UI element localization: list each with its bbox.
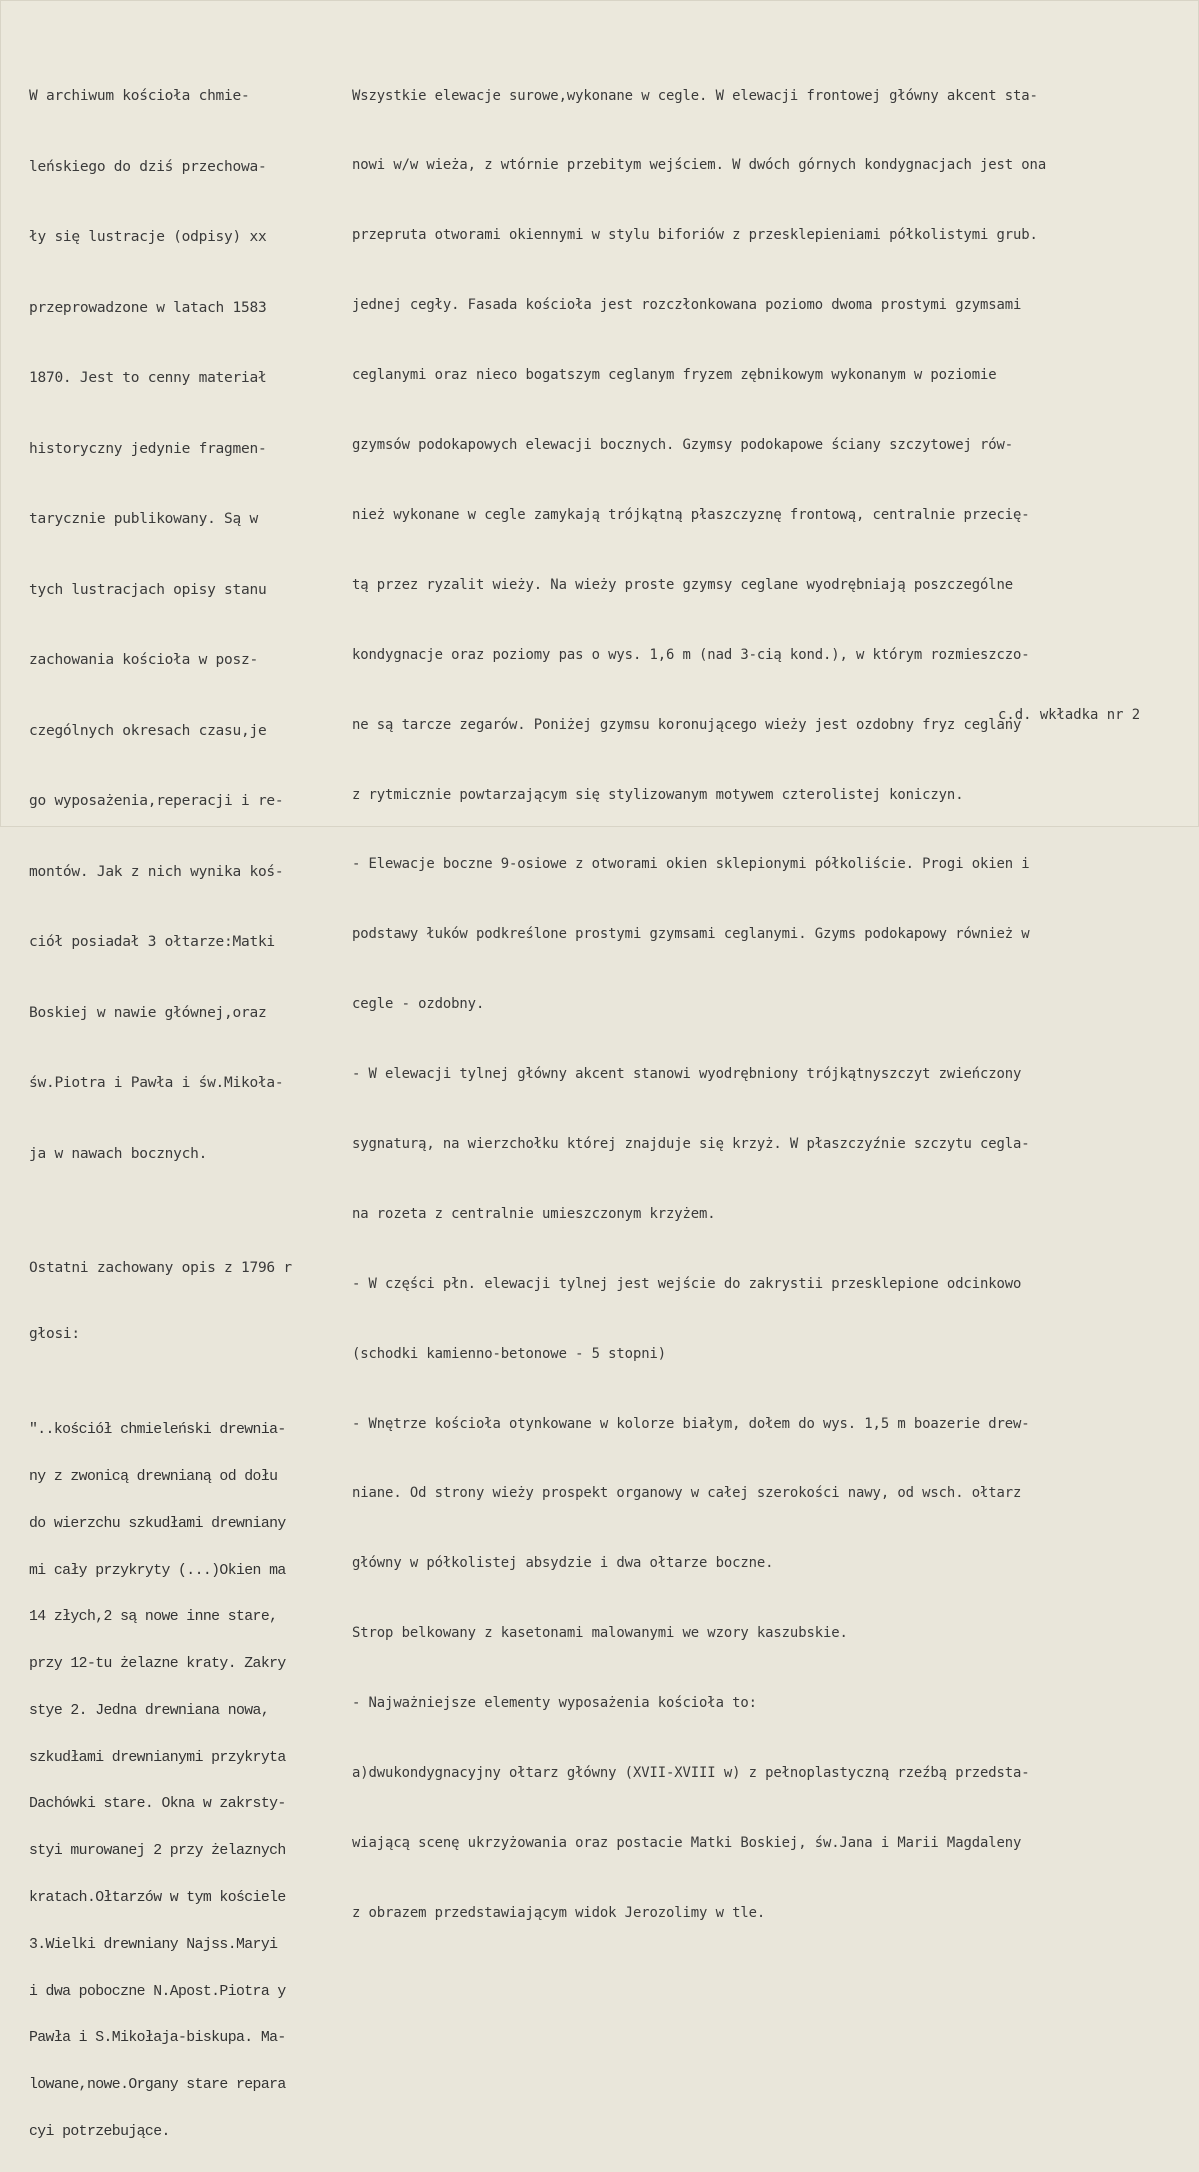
quote-line: kratach.Ołtarzów w tym kościele: [29, 1890, 286, 1906]
quote-line: szkudłami drewnianymi przykryta: [29, 1749, 286, 1766]
text-line: a)dwukondygnacyjny ołtarz główny (XVII-XVIII w) z pełnoplastyczną rzeźbą przedsta-: [352, 1764, 1030, 1781]
quote-line: Pawła i S.Mikołaja-biskupa. Ma-: [29, 2030, 286, 2047]
last-description-intro: [29, 1213, 349, 1389]
text-line: zachowania kościoła w posz-: [29, 652, 258, 668]
text-line: z rytmicznie powtarzającym się stylizowanym motywem czterolistej koniczyn.: [352, 786, 964, 803]
intro-paragraph: [29, 38, 349, 1213]
text-line: 1870. Jest to cenny materiał: [29, 370, 267, 386]
quote-line: 3.Wielki drewniany Najss.Maryi: [29, 1936, 278, 1953]
left-column: [29, 38, 349, 2172]
quote-line: 14 złych,2 są nowe inne stare,: [29, 1609, 278, 1626]
text-line: ły się lustracje (odpisy) xx: [29, 229, 267, 245]
continuation-note: c.d. wkładka nr 2: [998, 707, 1141, 723]
text-line: W archiwum kościoła chmie-: [29, 88, 250, 104]
text-line: tarycznie publikowany. Są w: [29, 511, 258, 527]
text-line: Ostatni zachowany opis z 1796 r: [29, 1260, 292, 1276]
text-line: przeprowadzone w latach 1583: [29, 299, 267, 316]
quote-line: cyi potrzebujące.: [29, 2123, 170, 2140]
text-line: wiającą scenę ukrzyżowania oraz postacie Matki Boskiej, św.Jana i Marii Magdaleny: [352, 1834, 1022, 1851]
text-line: jednej cegły. Fasada kościoła jest rozczłonkowana poziomo dwoma prostymi gzymsami: [352, 297, 1022, 314]
text-line: Boskiej w nawie głównej,oraz: [29, 1004, 267, 1021]
text-line: nież wykonane w cegle zamykają trójkątną płaszczyznę frontową, centralnie przecię-: [352, 506, 1030, 523]
text-line: cegle - ozdobny.: [352, 996, 485, 1013]
text-line: główny w półkolistej absydzie i dwa ołtarze boczne.: [352, 1555, 774, 1572]
text-line: ceglanymi oraz nieco bogatszym ceglanym fryzem zębnikowym wykonanym w poziomie: [352, 367, 997, 384]
text-line: sygnaturą, na wierzchołku której znajduje się krzyż. W płaszczyźnie szczytu cegla-: [352, 1135, 1030, 1152]
text-line: św.Piotra i Pawła i św.Mikoła-: [29, 1075, 284, 1091]
text-line: przepruta otworami okiennymi w stylu biforiów z przesklepieniami półkolistymi grub.: [352, 227, 1038, 244]
text-line: Wszystkie elewacje surowe,wykonane w cegle. W elewacji frontowej główny akcent sta-: [352, 87, 1038, 104]
text-line: ciół posiadał 3 ołtarze:Matki: [29, 934, 275, 950]
historical-quote: [29, 1392, 349, 2172]
text-line: go wyposażenia,reperacji i re-: [29, 793, 284, 809]
text-line: - W elewacji tylnej główny akcent stanowi wyodrębniony trójkątnyszczyt zwieńczony: [352, 1066, 1022, 1083]
text-line: kondygnacje oraz poziomy pas o wys. 1,6 m (nad 3-cią kond.), w którym rozmieszczo-: [352, 646, 1030, 663]
quote-line: i dwa poboczne N.Apost.Piotra y: [29, 1983, 286, 2000]
text-line: ja w nawach bocznych.: [29, 1145, 208, 1162]
text-line: - Najważniejsze elementy wyposażenia kościoła to:: [352, 1695, 757, 1712]
text-line: gzymsów podokapowych elewacji bocznych. Gzymsy podokapowe ściany szczytowej rów-: [352, 437, 1014, 454]
text-line: czególnych okresach czasu,je: [29, 722, 267, 739]
quote-line: stye 2. Jedna drewniana nowa,: [29, 1702, 270, 1719]
text-line: Strop belkowany z kasetonami malowanymi we wzory kaszubskie.: [352, 1625, 848, 1642]
text-line: głosi:: [29, 1326, 80, 1342]
text-line: - Wnętrze kościoła otynkowane w kolorze białym, dołem do wys. 1,5 m boazerie drew-: [352, 1415, 1030, 1432]
quote-line: styi murowanej 2 przy żelaznych: [29, 1843, 286, 1860]
quote-line: przy 12-tu żelazne kraty. Zakry: [29, 1656, 286, 1673]
text-line: na rozeta z centralnie umieszczonym krzyżem.: [352, 1205, 716, 1222]
quote-line: do wierzchu szkudłami drewniany: [29, 1515, 286, 1532]
text-line: - Elewacje boczne 9-osiowe z otworami okien sklepionymi półkoliście. Progi okien i: [352, 856, 1030, 873]
text-line: tą przez ryzalit wieży. Na wieży proste gzymsy ceglane wyodrębniają poszczególne: [352, 576, 1014, 593]
text-line: podstawy łuków podkreślone prostymi gzymsami ceglanymi. Gzyms podokapowy również w: [352, 926, 1030, 943]
quote-line: "..kościół chmieleński drewnia-: [29, 1422, 286, 1439]
text-line: ne są tarcze zegarów. Poniżej gzymsu koronującego wieży jest ozdobny fryz ceglany: [352, 716, 1022, 733]
right-column: [352, 38, 1197, 1972]
text-line: (schodki kamienno-betonowe - 5 stopni): [352, 1345, 666, 1362]
quote-line: lowane,nowe.Organy stare repara: [29, 2077, 286, 2094]
text-line: nowi w/w wieża, z wtórnie przebitym wejściem. W dwóch górnych kondygnacjach jest ona: [352, 157, 1047, 174]
quote-line: ny z zwonicą drewnianą od dołu: [29, 1468, 278, 1485]
text-line: leńskiego do dziś przechowa-: [29, 158, 267, 175]
quote-line: mi cały przykryty (...)Okien ma: [29, 1562, 286, 1579]
quote-line: Dachówki stare. Okna w zakrsty-: [29, 1796, 286, 1813]
text-line: montów. Jak z nich wynika koś-: [29, 863, 284, 880]
text-line: tych lustracjach opisy stanu: [29, 581, 267, 598]
text-line: historyczny jedynie fragmen-: [29, 440, 267, 457]
text-line: z obrazem przedstawiającym widok Jerozolimy w tle.: [352, 1904, 766, 1921]
text-line: niane. Od strony wieży prospekt organowy w całej szerokości nawy, od wsch. ołtarz: [352, 1485, 1022, 1502]
text-line: - W części płn. elewacji tylnej jest wejście do zakrystii przesklepione odcinkowo: [352, 1275, 1022, 1292]
